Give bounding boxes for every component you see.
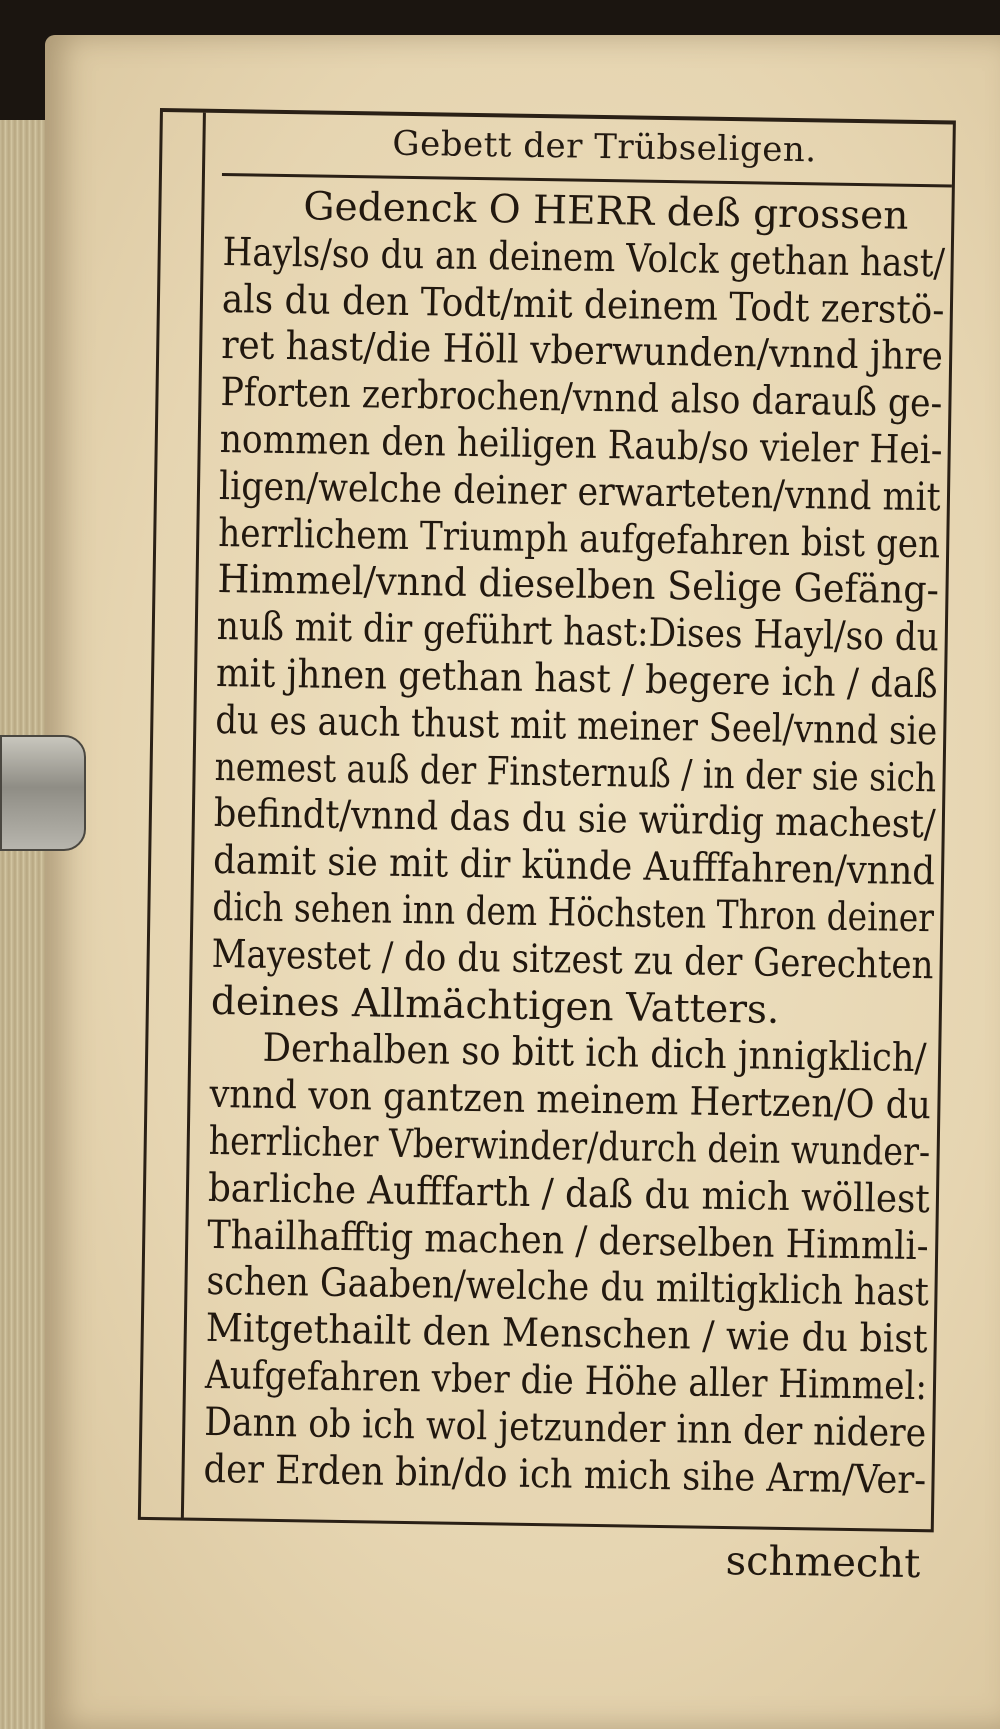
text-line: Mayestet / do du sitzest zu der Gerechten — [211, 931, 934, 989]
text-line: du es auch thust mit meiner Seel/vnnd sie — [215, 697, 938, 755]
text-line: vnnd von gantzen meinem Hertzen/O du — [209, 1072, 932, 1129]
text-line: Gedenck O HERR deß grossen — [303, 184, 909, 239]
text-line: herrlicher Vberwinder/durch dein wunder- — [208, 1118, 931, 1176]
text-line: Derhalben so bitt ich dich jnnigklich/ — [262, 1026, 927, 1082]
text-line: als du den Todt/mit deinem Todt zerstö- — [221, 276, 945, 333]
text-line: Hayls/so du an deinem Volck gethan hast/ — [222, 229, 946, 287]
text-line: Pforten zerbrochen/vnnd also darauß ge- — [220, 370, 943, 427]
text-line: Aufgefahren vber die Höhe aller Himmel: — [204, 1352, 928, 1410]
text-line: der Erden bin/do ich mich sihe Arm/Ver- — [203, 1446, 927, 1503]
text-line: barliche Aufffarth / daß du mich wöllest — [207, 1165, 931, 1222]
paragraph-2 — [203, 1025, 932, 1504]
text-line: damit sie mit dir künde Aufffahren/vnnd — [212, 838, 936, 895]
text-line: deines Allmächtigen Vatters. — [210, 978, 780, 1033]
body-text — [203, 183, 945, 1504]
page-frame — [138, 108, 956, 1588]
text-line: Mitgethailt den Menschen / wie du bist — [205, 1305, 928, 1363]
text-line: Dann ob ich wol jetzunder inn der nidere — [204, 1399, 927, 1456]
text-line: nommen den heiligen Raub/so vieler Hei- — [219, 416, 943, 474]
text-line: ret hast/die Höll vberwunden/vnnd jhre — [220, 323, 944, 380]
text-line: herrlichem Triumph aufgefahren bist gen — [217, 510, 941, 567]
text-line: dich sehen inn dem Höchsten Thron deiner — [212, 884, 935, 942]
text-line: nuß mit dir geführt hast:Dises Hayl/so du — [216, 604, 940, 661]
text-line: mit jhnen gethan hast / begere ich / daß — [215, 650, 939, 708]
text-line: ligen/welche deiner erwarteten/vnnd mit — [218, 463, 941, 521]
margin-rule — [181, 113, 206, 1518]
paragraph-1 — [211, 183, 946, 1037]
catchword: schmecht — [725, 1538, 921, 1588]
running-head: Gebett der Trübseligen. — [392, 123, 817, 171]
text-line: Thailhafftig machen / derselben Himmli- — [206, 1212, 929, 1269]
text-line: schen Gaaben/welche du miltigklich hast — [206, 1259, 930, 1316]
text-line: nemest auß der Finsternuß / in der sie sich — [214, 744, 937, 801]
text-line: Himmel/vnnd dieselben Selige Gefäng- — [217, 557, 940, 614]
book-clasp — [0, 735, 86, 851]
text-line: befindt/vnnd das du sie würdig machest/ — [213, 791, 937, 848]
